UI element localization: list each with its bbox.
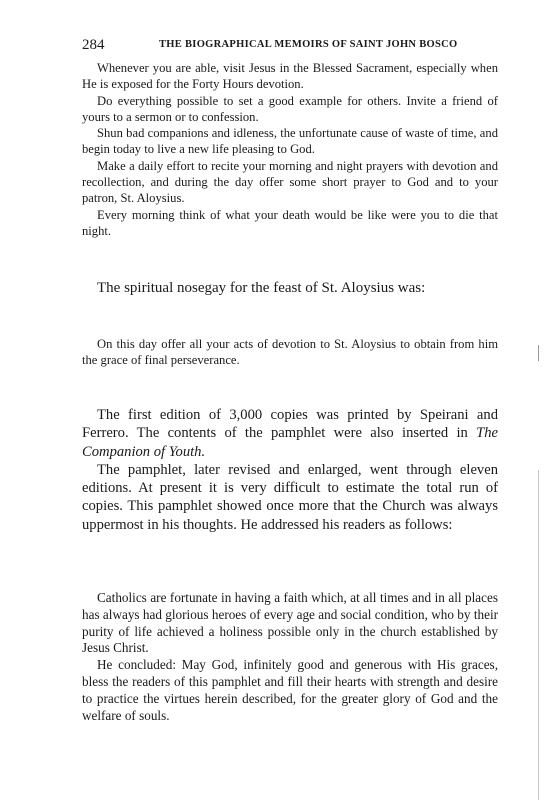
advice-paragraph: Whenever you are able, visit Jesus in the Blessed Sacrament, especially when He is exposed for the Forty Hours devotion. bbox=[82, 61, 498, 92]
running-title: THE BIOGRAPHICAL MEMOIRS OF SAINT JOHN BOSCO bbox=[159, 39, 458, 50]
edition-paragraph bbox=[82, 406, 498, 461]
edition-section bbox=[82, 406, 498, 534]
quote-paragraph: He concluded: May God, infinitely good and generous with His graces, bless the readers of this pamphlet and fill their hearts with strength and desire to practice the virtues herein described, for the greater glory of God and the welfare of souls. bbox=[82, 657, 498, 723]
book-title: The Companion of Youth. bbox=[82, 425, 498, 460]
page-number: 284 bbox=[82, 37, 105, 53]
edition-text: The first edition of 3,000 copies was printed by Speirani and Ferrero. The contents of the pamphlet were also inserted in bbox=[82, 407, 498, 442]
page-edge-mark bbox=[538, 345, 539, 361]
nosegay-text-block bbox=[82, 336, 498, 369]
page-edge-line bbox=[538, 470, 539, 800]
edition-paragraph-2: The pamphlet, later revised and enlarged, went through eleven editions. At present it is very difficult to estimate the total run of copies. This pamphlet showed once more that the Church was always uppermost in his thoughts. He addressed his readers as follows: bbox=[82, 461, 498, 533]
advice-paragraph: Make a daily effort to recite your morning and night prayers with devotion and recollection, and during the day offer some short prayer to God and to your patron, St. Aloysius. bbox=[82, 158, 498, 206]
advice-paragraph: Do everything possible to set a good example for others. Invite a friend of yours to a sermon or to confession. bbox=[82, 93, 498, 124]
nosegay-heading: The spiritual nosegay for the feast of St. Aloysius was: bbox=[97, 280, 426, 296]
advice-list bbox=[82, 60, 498, 239]
page-header bbox=[82, 37, 498, 57]
advice-paragraph: Shun bad companions and idleness, the unfortunate cause of waste of time, and begin today to live a new life pleasing to God. bbox=[82, 126, 498, 157]
advice-paragraph: Every morning think of what your death would be like were you to die that night. bbox=[82, 207, 498, 238]
quote-paragraph: Catholics are fortunate in having a faith which, at all times and in all places has always had glorious heroes of every age and social condition, who by their purity of life achieved a holiness possible only in the church established by Jesus Christ. bbox=[82, 590, 498, 656]
quote-section bbox=[82, 590, 498, 724]
nosegay-text: On this day offer all your acts of devotion to St. Aloysius to obtain from him the grace of final perseverance. bbox=[82, 337, 498, 368]
